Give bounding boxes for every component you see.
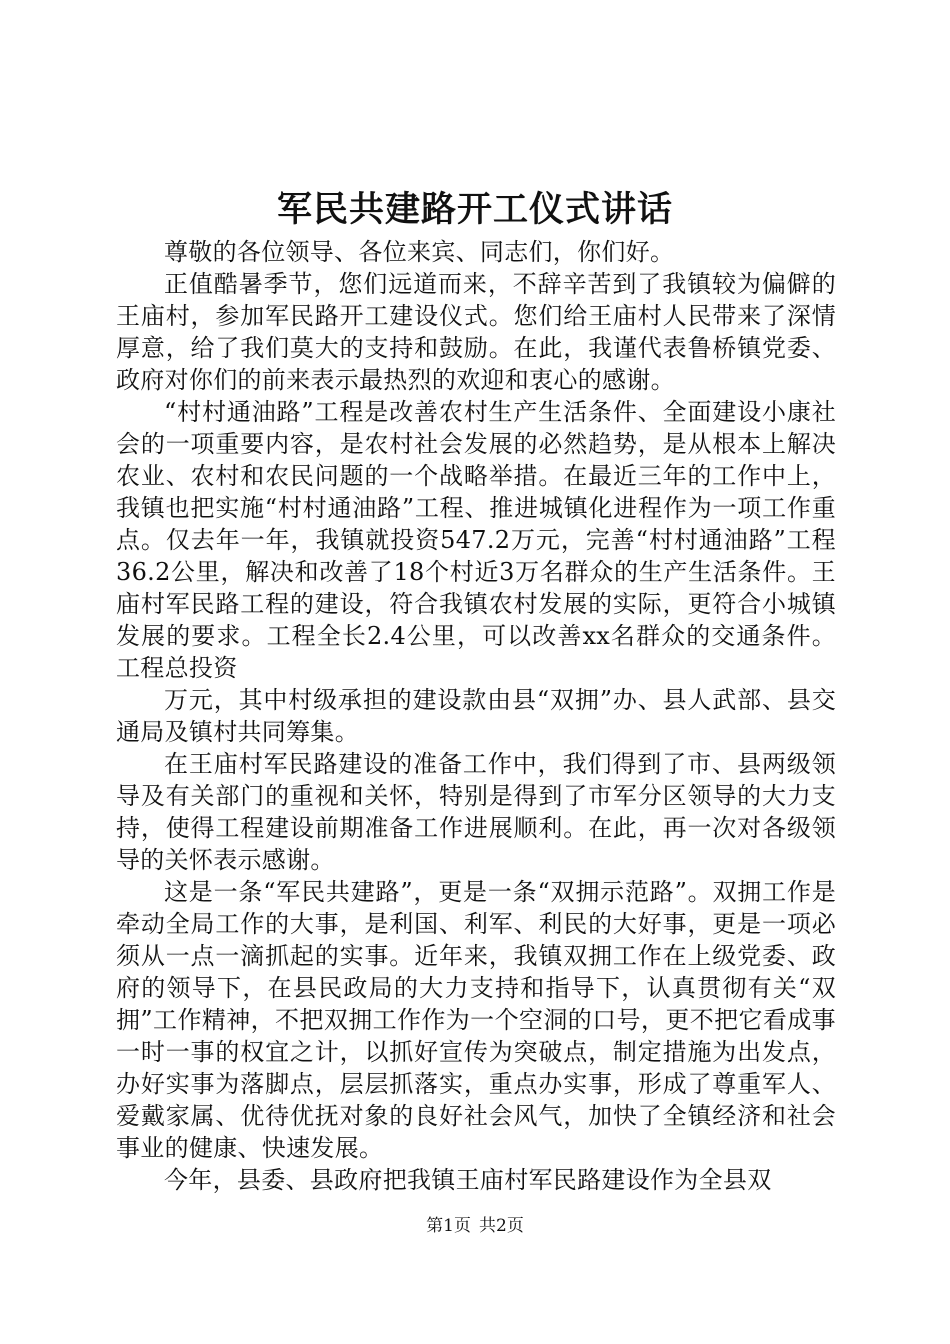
page-footer <box>0 1214 950 1238</box>
document-title: 军民共建路开工仪式讲话 <box>276 189 673 230</box>
paragraph-welcome: 正值酷暑季节，您们远道而来，不辞辛苦到了我镇较为偏僻的王庙村，参加军民路开工建设仪式。您们给王庙村人民带来了深情厚意，给了我们莫大的支持和鼓励。在此，我谨代表鲁桥镇党委、政府对你们的前来表示最热烈的欢迎和衷心的感谢。 <box>116 270 836 394</box>
paragraph-funding: 万元，其中村级承担的建设款由县“双拥”办、县人武部、县交通局及镇村共同筹集。 <box>116 686 836 746</box>
document-body <box>116 236 836 1196</box>
page-number: 第1页 <box>426 1216 471 1236</box>
paragraph-double-support: 这是一条“军民共建路”，更是一条“双拥示范路”。双拥工作是牵动全局工作的大事，是利国、利军、利民的大好事，更是一项必须从一点一滴抓起的实事。近年来，我镇双拥工作在上级党委、政府的领导下，在县民政局的大力支持和指导下，认真贯彻有关“双拥”工作精神，不把双拥工作作为一个空洞的口号，更不把它看成事一时一事的权宜之计，以抓好宣传为突破点，制定措施为出发点，办好实事为落脚点，层层抓落实，重点办实事，形成了尊重军人、爱戴家属、优待优抚对象的良好社会风气，加快了全镇经济和社会事业的健康、快速发展。 <box>116 878 836 1162</box>
page-total: 共2页 <box>479 1216 524 1236</box>
paragraph-preparation: 在王庙村军民路建设的准备工作中，我们得到了市、县两级领导及有关部门的重视和关怀，特别是得到了市军分区领导的大力支持，使得工程建设前期准备工作进展顺利。在此，再一次对各级领导的关怀表示感谢。 <box>116 750 836 874</box>
paragraph-this-year: 今年，县委、县政府把我镇王庙村军民路建设作为全县双 <box>164 1166 772 1194</box>
paragraph-road-project: “村村通油路”工程是改善农村生产生活条件、全面建设小康社会的一项重要内容，是农村社会发展的必然趋势，是从根本上解决农业、农村和农民问题的一个战略举措。在最近三年的工作中上，我镇也把实施“村村通油路”工程、推进城镇化进程作为一项工作重点。仅去年一年，我镇就投资547.2万元，完善“村村通油路”工程36.2公里，解决和改善了18个村近3万名群众的生产生活条件。王庙村军民路工程的建设，符合我镇农村发展的实际，更符合小城镇发展的要求。工程全长2.4公里，可以改善xx名群众的交通条件。工程总投资 <box>116 398 836 682</box>
paragraph-greeting: 尊敬的各位领导、各位来宾、同志们，你们好。 <box>164 238 675 266</box>
